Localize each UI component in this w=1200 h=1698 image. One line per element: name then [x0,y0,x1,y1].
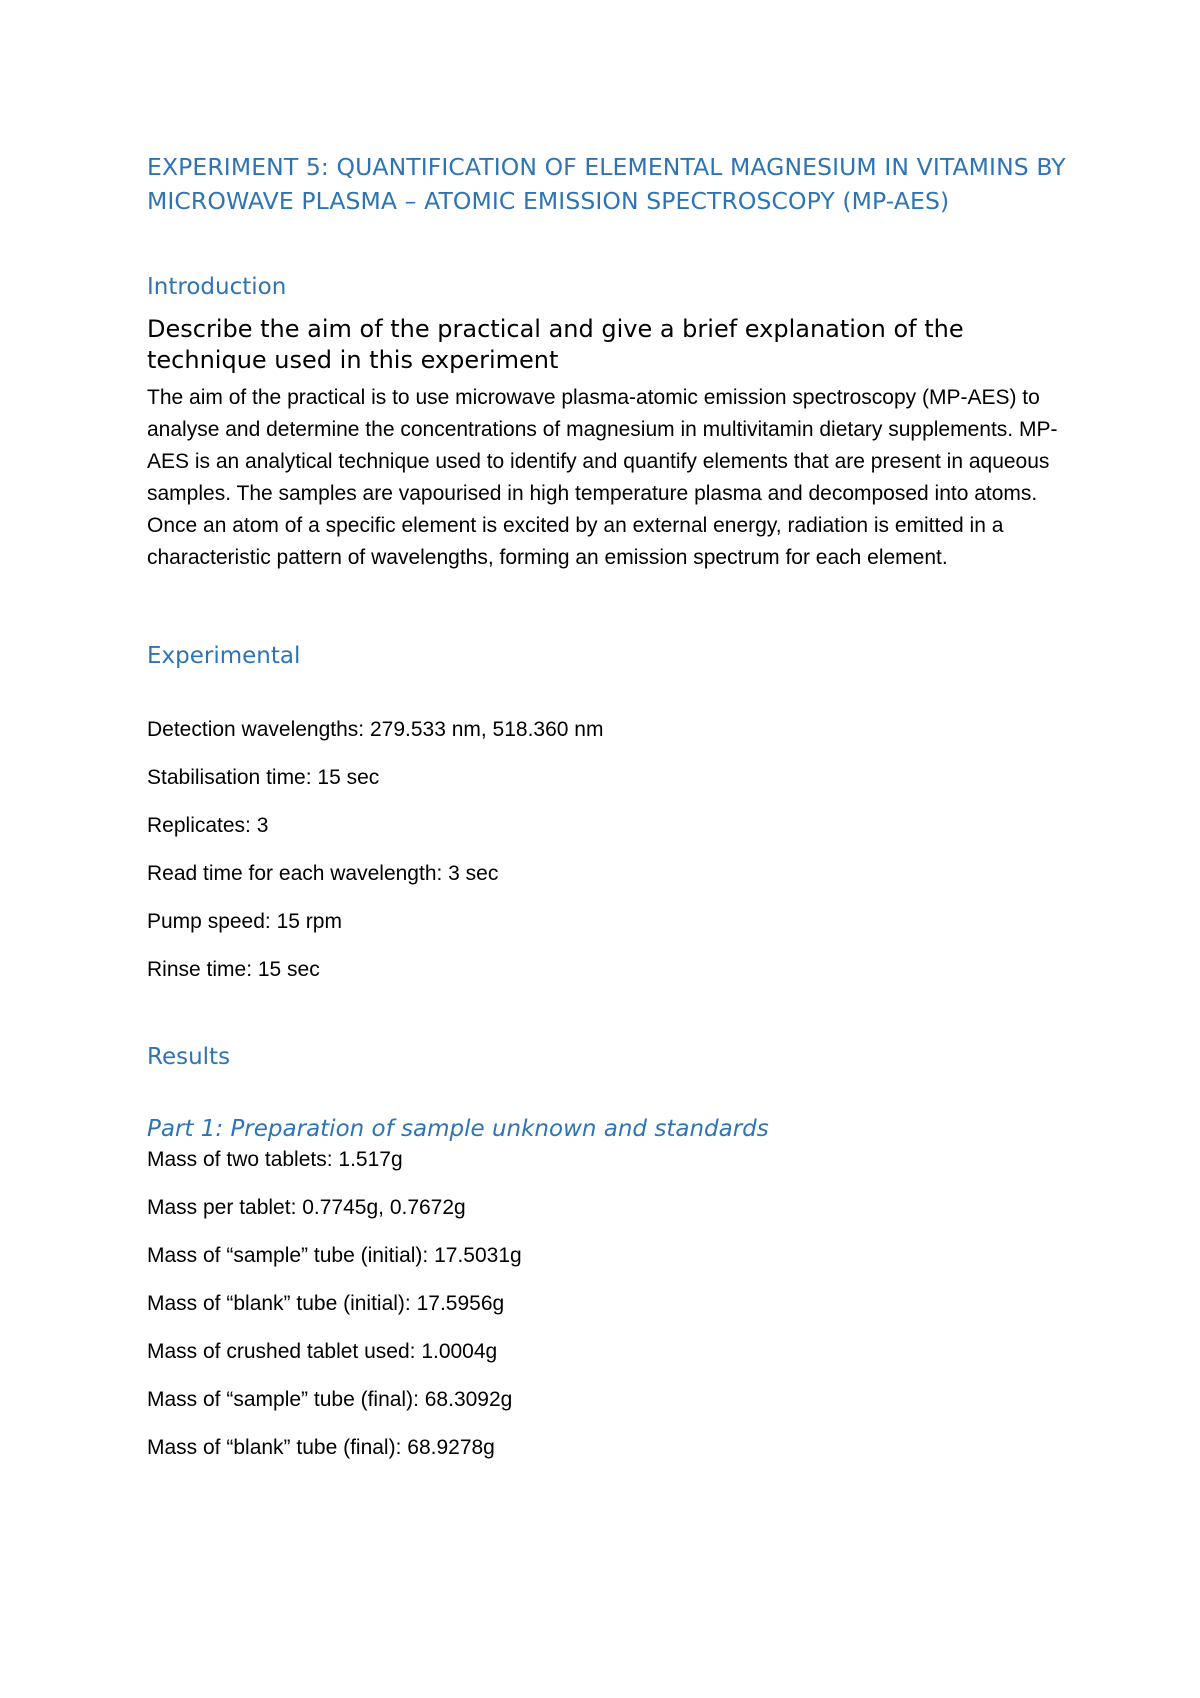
measurement-sample-tube-final: Mass of “sample” tube (final): 68.3092g [147,1388,513,1411]
param-pump-speed: Pump speed: 15 rpm [147,910,342,933]
measurement-sample-tube-initial: Mass of “sample” tube (initial): 17.5031g [147,1244,522,1267]
document-title: EXPERIMENT 5: QUANTIFICATION OF ELEMENTAL MAGNESIUM IN VITAMINS BY MICROWAVE PLASMA – ATOMIC EMISSION SPECTROSCOPY (MP-AES) [147,153,1066,215]
measurement-blank-tube-initial: Mass of “blank” tube (initial): 17.5956g [147,1292,505,1315]
param-stabilisation-time: Stabilisation time: 15 sec [147,766,380,789]
param-replicates: Replicates: 3 [147,814,269,837]
measurement-blank-tube-final: Mass of “blank” tube (final): 68.9278g [147,1436,495,1459]
param-detection-wavelengths: Detection wavelengths: 279.533 nm, 518.360 nm [147,718,604,741]
introduction-paragraph: The aim of the practical is to use microwave plasma-atomic emission spectroscopy (MP-AES) to analyse and determine the concentrations of magnesium in multivitamin dietary supplements. MP-AES is an analytical technique used to identify and quantify elements that are present in aqueous samples. The samples are vapourised in high temperature plasma and decomposed into atoms. Once an atom of a specific element is excited by an external energy, radiation is emitted in a characteristic pattern of wavelengths, forming an emission spectrum for each element. [147,386,1058,569]
measurement-mass-per-tablet: Mass per tablet: 0.7745g, 0.7672g [147,1196,466,1219]
experimental-heading: Experimental [147,643,301,669]
measurement-mass-two-tablets: Mass of two tablets: 1.517g [147,1148,403,1171]
document-content [147,150,1077,1462]
measurement-crushed-tablet: Mass of crushed tablet used: 1.0004g [147,1340,498,1363]
results-heading: Results [147,1044,231,1070]
param-rinse-time: Rinse time: 15 sec [147,958,320,981]
param-read-time: Read time for each wavelength: 3 sec [147,862,499,885]
part1-heading: Part 1: Preparation of sample unknown and standards [147,1116,769,1142]
introduction-heading: Introduction [147,274,287,300]
introduction-question: Describe the aim of the practical and give a brief explanation of the technique used in this experiment [147,315,964,374]
